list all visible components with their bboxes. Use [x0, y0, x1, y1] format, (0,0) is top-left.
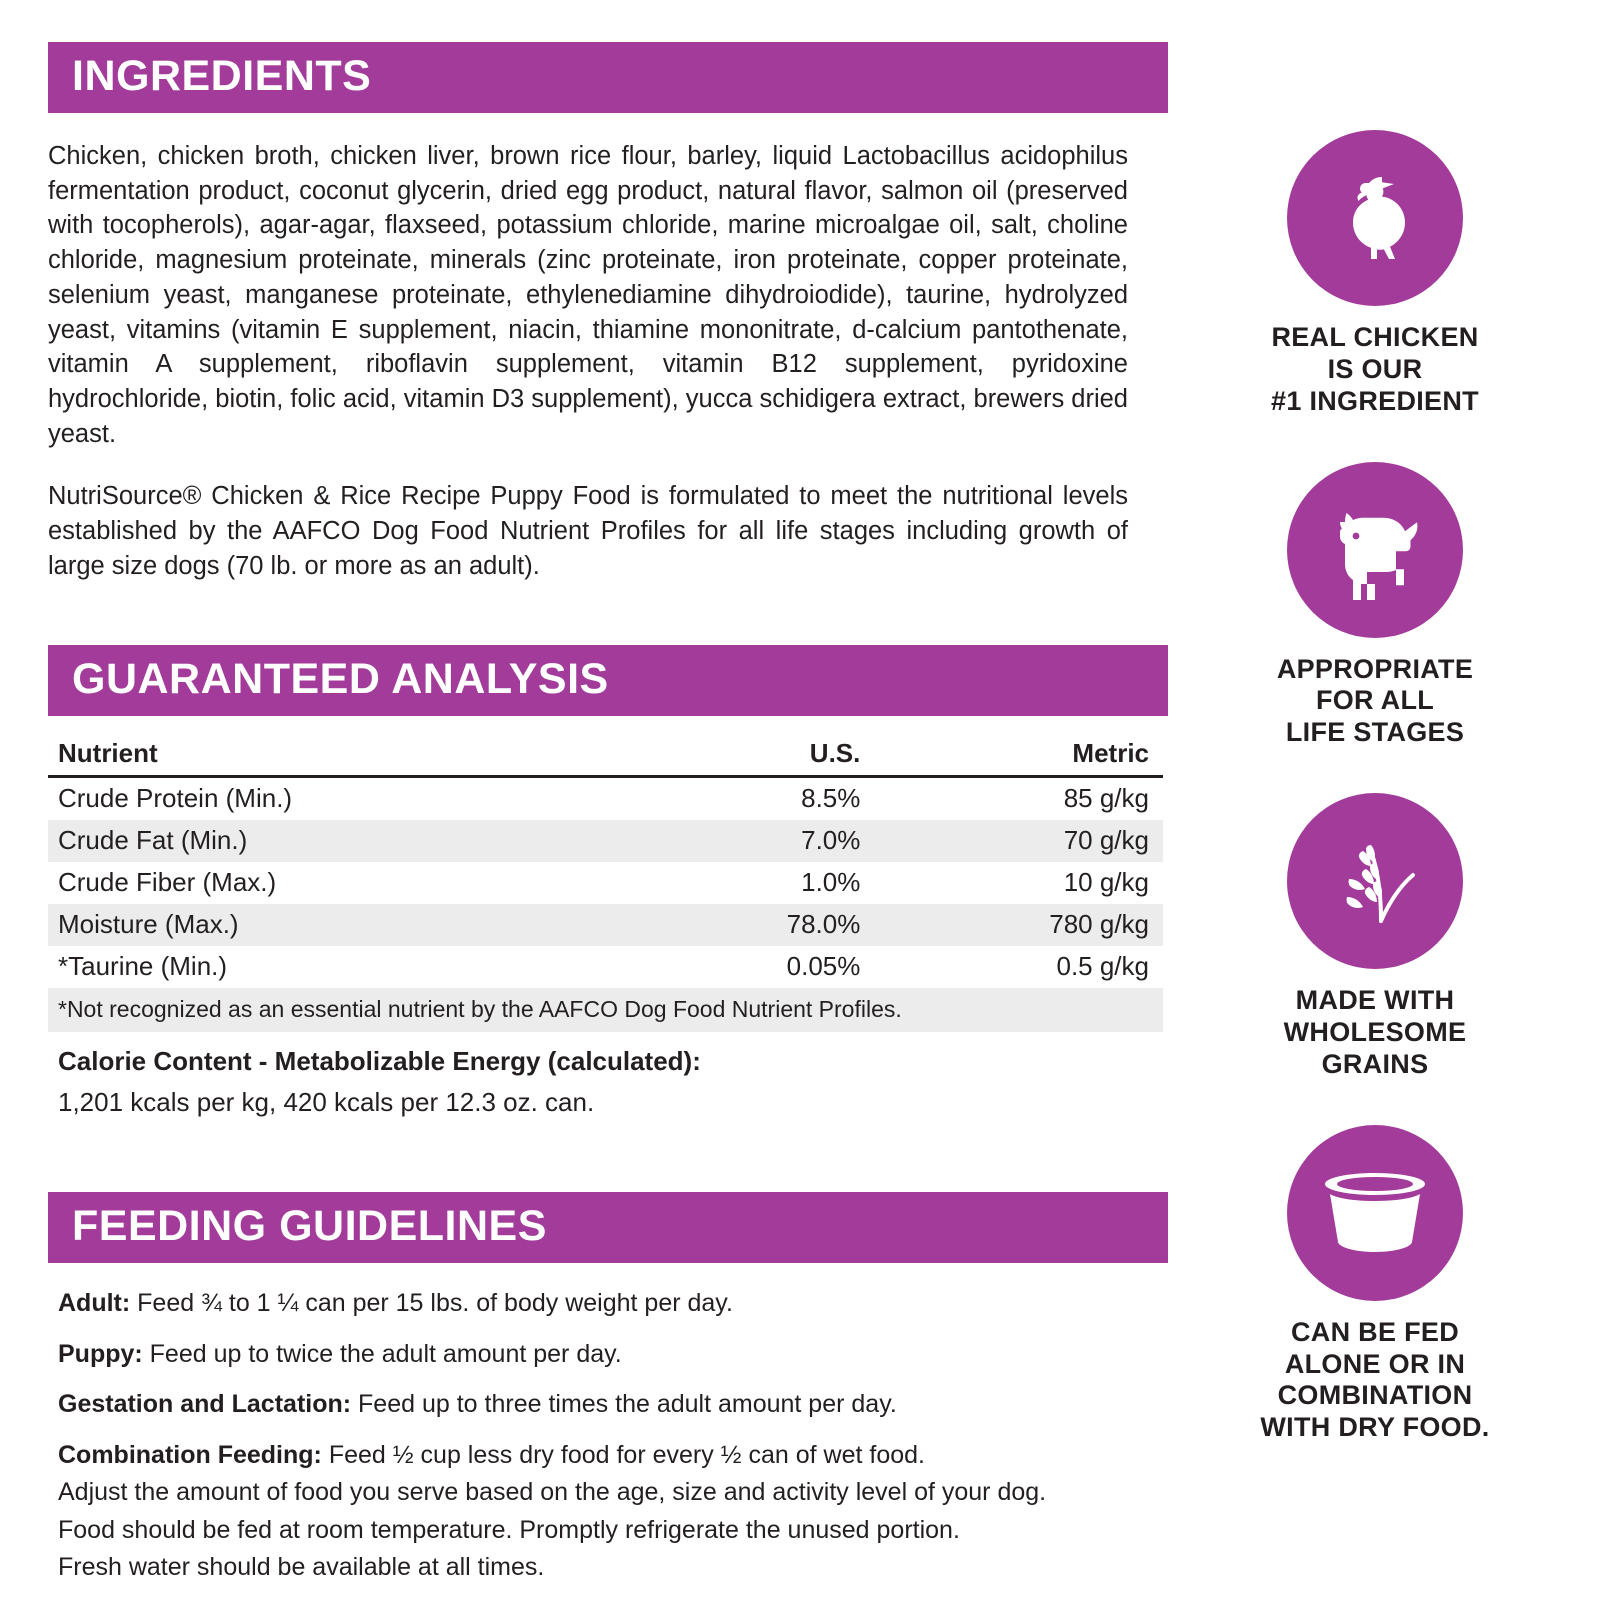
wheat-icon [1319, 825, 1431, 937]
badge-caption: APPROPRIATE FOR ALL LIFE STAGES [1276, 653, 1474, 748]
badge-circle [1287, 793, 1463, 969]
feeding-line-text: Feed ½ cup less dry food for every ½ can of wet food. [321, 1440, 925, 1469]
chicken-icon [1320, 163, 1430, 273]
feeding-guidelines-section [48, 1192, 1168, 1587]
calorie-content-title: Calorie Content - Metabolizable Energy (calculated): [58, 1046, 701, 1077]
badge-circle [1287, 462, 1463, 638]
feeding-line-text: Feed up to twice the adult amount per day. [142, 1339, 622, 1368]
cell-nutrient: Crude Protein (Min.) [58, 783, 293, 814]
bowl-icon [1317, 1168, 1433, 1258]
cell-metric: 0.5 g/kg [1056, 951, 1149, 982]
ingredients-body: Chicken, chicken broth, chicken liver, brown rice flour, barley, liquid Lactobacillus acidophilus fermentation product, coconut glycerin, dried egg product, natural flavor, salmon oil (preserved with tocopherols), agar-agar, flaxseed, potassium chloride, marine microalgae oil, salt, choline chloride, magnesium proteinate, minerals (zinc proteinate, iron proteinate, copper proteinate, selenium yeast, manganese proteinate, ethylenediamine dihydroiodide), taurine, hydrolyzed yeast, vitamins (vitamin E supplement, niacin, thiamine mononitrate, d-calcium pantothenate, vitamin A supplement, riboflavin supplement, vitamin B12 supplement, pyridoxine hydrochloride, biotin, folic acid, vitamin D3 supplement), yucca schidigera extract, brewers dried yeast. [48, 142, 1128, 448]
cell-metric: 780 g/kg [870, 904, 1163, 946]
table-header-row [48, 734, 1163, 777]
feeding-guidelines-list [48, 1285, 1168, 1587]
column-header-metric: Metric [870, 734, 1163, 777]
badge-real-chicken [1190, 130, 1560, 418]
cell-us: 78.0% [649, 904, 871, 946]
feeding-note: Fresh water should be available at all times. [58, 1553, 545, 1582]
cell-nutrient: Moisture (Max.) [48, 904, 649, 946]
aafco-statement: NutriSource® Chicken & Rice Recipe Puppy Food is formulated to meet the nutritional levels established by the AAFCO Dog Food Nutrient Profiles for all life stages including growth of large size dogs (70 lb. or more as an adult). [48, 482, 1128, 580]
column-header-us: U.S. [649, 734, 871, 777]
feeding-line [58, 1336, 1168, 1374]
feeding-line [58, 1386, 1168, 1424]
badge-caption: CAN BE FED ALONE OR IN COMBINATION WITH DRY FOOD. [1260, 1316, 1490, 1443]
feeding-line [58, 1437, 1168, 1475]
feeding-line-text: Feed ¾ to 1 ¼ can per 15 lbs. of body weight per day. [130, 1289, 733, 1318]
table-row [48, 904, 1163, 946]
feeding-guidelines-heading: FEEDING GUIDELINES [48, 1192, 1168, 1263]
cell-nutrient: Crude Fat (Min.) [48, 820, 649, 862]
feeding-line-label: Adult: [58, 1289, 131, 1318]
calorie-content-value: 1,201 kcals per kg, 420 kcals per 12.3 oz. can. [58, 1087, 595, 1118]
feeding-line [58, 1285, 1168, 1323]
badge-circle [1287, 1125, 1463, 1301]
badge-column [1190, 130, 1560, 1488]
cell-us: 8.5% [801, 783, 861, 814]
table-row [48, 862, 1163, 904]
badge-life-stages [1190, 462, 1560, 750]
cell-metric: 70 g/kg [870, 820, 1163, 862]
cell-metric: 85 g/kg [1063, 783, 1149, 814]
badge-circle [1287, 130, 1463, 306]
guaranteed-analysis-table [48, 734, 1163, 988]
dog-icon [1318, 492, 1433, 607]
feeding-note: Adjust the amount of food you serve based on the age, size and activity level of your dog. [58, 1478, 1047, 1507]
cell-nutrient: Crude Fiber (Max.) [58, 867, 277, 898]
table-row [48, 946, 1163, 988]
cell-us: 1.0% [801, 867, 861, 898]
feeding-line-label: Combination Feeding: [58, 1440, 322, 1469]
ingredients-heading: INGREDIENTS [48, 42, 1168, 113]
cell-us: 0.05% [786, 951, 861, 982]
feeding-line-label: Gestation and Lactation: [58, 1390, 352, 1419]
main-content-column [48, 42, 1168, 1587]
cell-us: 7.0% [649, 820, 871, 862]
guaranteed-analysis-heading: GUARANTEED ANALYSIS [48, 645, 1168, 716]
column-header-nutrient: Nutrient [48, 734, 649, 777]
badge-wholesome-grains [1190, 793, 1560, 1081]
cell-metric: 10 g/kg [1063, 867, 1149, 898]
taurine-footnote: *Not recognized as an essential nutrient by the AAFCO Dog Food Nutrient Profiles. [48, 988, 1163, 1032]
guaranteed-analysis-section [48, 645, 1168, 1118]
badge-combination-feeding [1190, 1125, 1560, 1444]
table-row [48, 820, 1163, 862]
feeding-note: Food should be fed at room temperature. Promptly refrigerate the unused portion. [58, 1515, 960, 1544]
badge-caption: MADE WITH WHOLESOME GRAINS [1283, 985, 1467, 1079]
badge-caption: REAL CHICKEN IS OUR #1 INGREDIENT [1271, 322, 1479, 416]
feeding-line-label: Puppy: [58, 1339, 143, 1368]
feeding-line-text: Feed up to three times the adult amount per day. [351, 1390, 897, 1419]
table-row [48, 777, 1163, 821]
cell-nutrient: *Taurine (Min.) [58, 951, 228, 982]
